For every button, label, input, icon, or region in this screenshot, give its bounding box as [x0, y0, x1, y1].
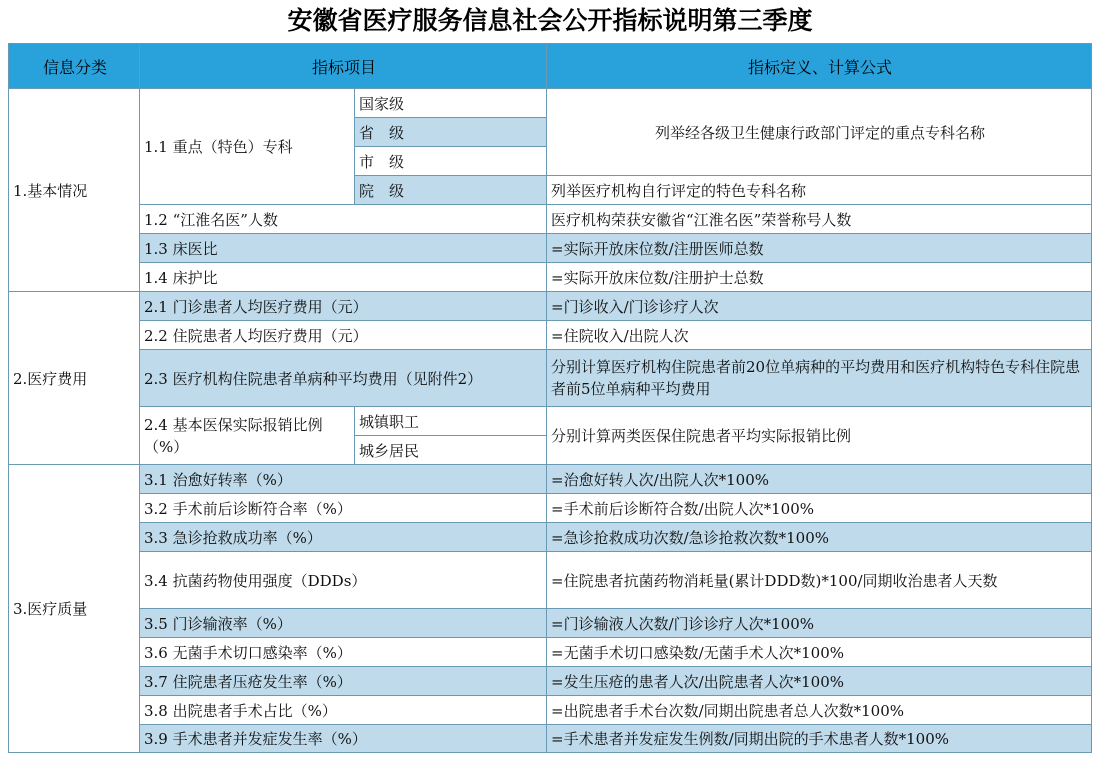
definition-2-2: =住院收入/出院人次: [547, 321, 1092, 350]
level-province: 省 级: [355, 118, 547, 147]
item-1-3: 1.3 床医比: [140, 234, 547, 263]
table-row: [9, 234, 1092, 263]
item-3-7: 3.7 住院患者压疮发生率（%）: [140, 667, 547, 696]
definition-2-3: 分别计算医疗机构住院患者前20位单病种的平均费用和医疗机构特色专科住院患者前5位单病种平均费用: [547, 350, 1092, 407]
item-2-3: 2.3 医疗机构住院患者单病种平均费用（见附件2）: [140, 350, 547, 407]
level-hospital: 院 级: [355, 176, 547, 205]
definition-2-4: 分别计算两类医保住院患者平均实际报销比例: [547, 407, 1092, 465]
category-basic: 1.基本情况: [9, 89, 140, 292]
definition-1-4: =实际开放床位数/注册护士总数: [547, 263, 1092, 292]
insurance-urban-employee: 城镇职工: [355, 407, 547, 436]
table-row: [9, 263, 1092, 292]
level-city: 市 级: [355, 147, 547, 176]
definition-1-1-b: 列举医疗机构自行评定的特色专科名称: [547, 176, 1092, 205]
definition-2-1: =门诊收入/门诊诊疗人次: [547, 292, 1092, 321]
definition-3-8: =出院患者手术台次数/同期出院患者总人次数*100%: [547, 696, 1092, 725]
table-row: [9, 638, 1092, 667]
item-3-8: 3.8 出院患者手术占比（%）: [140, 696, 547, 725]
item-2-4: 2.4 基本医保实际报销比例（%）: [140, 407, 355, 465]
table-row: [9, 350, 1092, 407]
category-cost: 2.医疗费用: [9, 292, 140, 465]
definition-3-6: =无菌手术切口感染数/无菌手术人次*100%: [547, 638, 1092, 667]
item-2-1: 2.1 门诊患者人均医疗费用（元）: [140, 292, 547, 321]
item-3-2: 3.2 手术前后诊断符合率（%）: [140, 494, 547, 523]
table-row: [9, 494, 1092, 523]
definition-3-2: =手术前后诊断符合数/出院人次*100%: [547, 494, 1092, 523]
item-2-2: 2.2 住院患者人均医疗费用（元）: [140, 321, 547, 350]
table-row: [9, 667, 1092, 696]
item-1-2: 1.2 “江淮名医”人数: [140, 205, 547, 234]
definition-3-3: =急诊抢救成功次数/急诊抢救次数*100%: [547, 523, 1092, 552]
item-1-1: 1.1 重点（特色）专科: [140, 89, 355, 205]
table-row: [9, 292, 1092, 321]
table-row: [9, 465, 1092, 494]
table-row: [9, 407, 1092, 436]
item-3-4: 3.4 抗菌药物使用强度（DDDs）: [140, 552, 547, 609]
definition-1-1-a: 列举经各级卫生健康行政部门评定的重点专科名称: [547, 89, 1092, 176]
definition-3-5: =门诊输液人次数/门诊诊疗人次*100%: [547, 609, 1092, 638]
table-row: [9, 609, 1092, 638]
table-row: [9, 523, 1092, 552]
table-row: [9, 321, 1092, 350]
definition-1-2: 医疗机构荣获安徽省“江淮名医”荣誉称号人数: [547, 205, 1092, 234]
header-row: [9, 44, 1092, 89]
definition-1-3: =实际开放床位数/注册医师总数: [547, 234, 1092, 263]
insurance-urban-rural-resident: 城乡居民: [355, 436, 547, 465]
category-quality: 3.医疗质量: [9, 465, 140, 753]
table-row: [9, 205, 1092, 234]
definition-3-7: =发生压疮的患者人次/出院患者人次*100%: [547, 667, 1092, 696]
definition-3-9: =手术患者并发症发生例数/同期出院的手术患者人数*100%: [547, 725, 1092, 753]
indicator-table: [8, 43, 1092, 753]
item-1-4: 1.4 床护比: [140, 263, 547, 292]
table-row: [9, 89, 1092, 118]
definition-3-4: =住院患者抗菌药物消耗量(累计DDD数)*100/同期收治患者人天数: [547, 552, 1092, 609]
table-row: [9, 552, 1092, 609]
definition-3-1: =治愈好转人次/出院人次*100%: [547, 465, 1092, 494]
page-title: 安徽省医疗服务信息社会公开指标说明第三季度: [287, 6, 813, 35]
level-national: 国家级: [355, 89, 547, 118]
item-3-5: 3.5 门诊输液率（%）: [140, 609, 547, 638]
item-3-9: 3.9 手术患者并发症发生率（%）: [140, 725, 547, 753]
item-3-6: 3.6 无菌手术切口感染率（%）: [140, 638, 547, 667]
table-row: [9, 696, 1092, 725]
header-item: 指标项目: [140, 44, 547, 89]
item-3-1: 3.1 治愈好转率（%）: [140, 465, 547, 494]
table-row: [9, 725, 1092, 753]
header-category: 信息分类: [9, 44, 140, 89]
item-3-3: 3.3 急诊抢救成功率（%）: [140, 523, 547, 552]
header-definition: 指标定义、计算公式: [547, 44, 1092, 89]
